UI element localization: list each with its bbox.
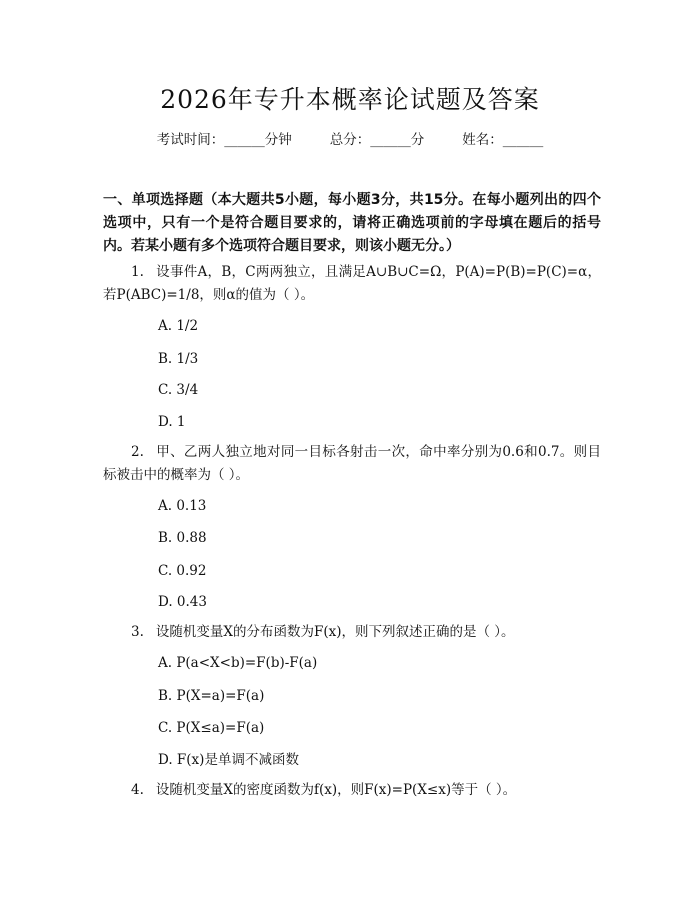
question-text: 甲、乙两人独立地对同一目标各射击一次，命中率分别为0.6和0.7。则目标被击中的概率为（ ）。 [103, 444, 601, 483]
question-2-option-a: A. 0.13 [158, 498, 207, 514]
question-2-option-b: B. 0.88 [158, 530, 207, 546]
page-title: 2026年专升本概率论试题及答案 [160, 85, 540, 114]
question-3-option-d: D. F(x)是单调不减函数 [158, 752, 299, 768]
question-1-option-a: A. 1/2 [158, 318, 199, 334]
exam-meta [0, 130, 700, 150]
question-4 [103, 779, 601, 802]
total-score-field: 总分：______分 [329, 132, 425, 148]
question-2-option-c: C. 0.92 [158, 563, 207, 579]
question-number: 2. [131, 444, 144, 460]
question-3 [103, 621, 601, 644]
question-3-option-b: B. P(X=a)=F(a) [158, 688, 265, 704]
section-heading: 一、单项选择题（本大题共5小题，每小题3分，共15分。在每小题列出的四个选项中，只有一个是符合题目要求的，请将正确选项前的字母填在题后的括号内。若某小题有多个选项符合题目要求，则该小题无分。） [103, 192, 601, 254]
question-text: 设事件A，B，C两两独立，且满足A∪B∪C=Ω，P(A)=P(B)=P(C)=α，若P(ABC)=1/8，则α的值为（ ）。 [103, 264, 601, 303]
question-number: 1. [131, 264, 144, 280]
question-number: 4. [131, 782, 144, 798]
student-name-field: 姓名：______ [462, 132, 544, 148]
question-1 [103, 261, 601, 307]
question-2 [103, 441, 601, 487]
question-number: 3. [131, 624, 144, 640]
question-2-option-d: D. 0.43 [158, 594, 207, 610]
exam-time-field: 考试时间：______分钟 [156, 132, 292, 148]
question-3-option-a: A. P(a<X<b)=F(b)-F(a) [158, 655, 318, 671]
question-1-option-d: D. 1 [158, 414, 186, 430]
question-3-option-c: C. P(X≤a)=F(a) [158, 720, 265, 736]
question-text: 设随机变量X的分布函数为F(x)，则下列叙述正确的是（ ）。 [155, 624, 515, 640]
question-1-option-c: C. 3/4 [158, 382, 199, 398]
question-text: 设随机变量X的密度函数为f(x)，则F(x)=P(X≤x)等于（ ）。 [155, 782, 517, 798]
question-1-option-b: B. 1/3 [158, 351, 199, 367]
